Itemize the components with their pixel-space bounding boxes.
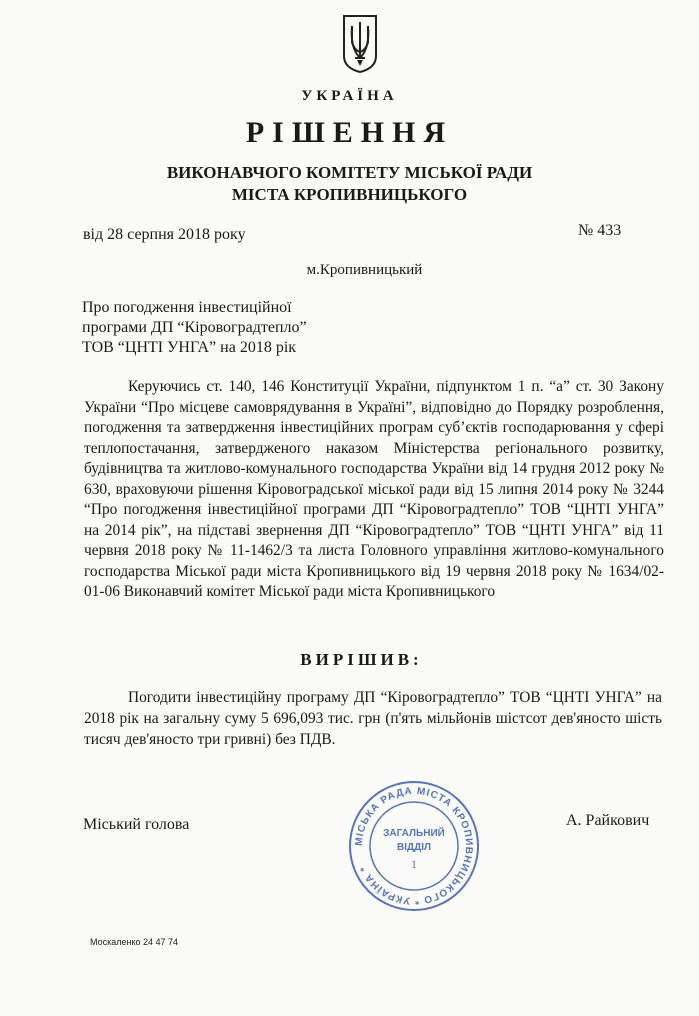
subject-line-2: програми ДП “Кіровоградтепло”: [82, 319, 307, 336]
official-stamp: [346, 778, 482, 914]
country-name: УКРАЇНА: [301, 88, 398, 104]
stamp-line-1: ЗАГАЛЬНИЙ: [383, 828, 445, 839]
document-number: № 433: [578, 222, 622, 239]
stamp-ring-text: МІСЬКА РАДА МІСТА КРОПИВНИЦЬКОГО * УКРАЇНА *: [353, 785, 475, 907]
subject-line-1: Про погодження інвестиційної: [82, 299, 292, 316]
document-subject: [82, 298, 402, 358]
issuer-block: [0, 162, 699, 206]
preamble-paragraph: Керуючись ст. 140, 146 Конституції України, підпунктом 1 п. “а” ст. 30 Закону України “Про місцеве самоврядування в Україні”, відповідно до Порядку розроблення, погодження та затвердження інвестиційних програм суб’єктів господарювання у сфері теплопостачання, затвердженого наказом Міністерства регіонального розвитку, будівництва та житлово-комунального господарства України від 14 грудня 2012 року № 630, враховуючи рішення Кіровоградської міської ради від 15 липня 2014 року № 3244 “Про погодження інвестиційної програми ДП “Кіровоградтепло” ТОВ “ЦНТІ УНГА” на 2014 рік”, на підставі звернення ДП “Кіровоградтепло” ТОВ “ЦНТІ УНГА” від 11 червня 2018 року № 11-1462/3 та листа Головного управління житлово-комунального господарства Міської ради міста Кропивницького від 19 червня 2018 року № 1634/02-01-06 Виконавчий комітет Міської ради міста Кропивницького: [84, 378, 664, 600]
subject-line-3: ТОВ “ЦНТІ УНГА” на 2018 рік: [82, 339, 297, 356]
issuer-line-1: ВИКОНАВЧОГО КОМІТЕТУ МІСЬКОЇ РАДИ: [166, 163, 533, 182]
signatory-position: Міський голова: [83, 816, 190, 833]
decided-heading: ВИРІШИВ:: [300, 650, 423, 669]
document-city: м.Кропивницький: [306, 262, 423, 278]
stamp-line-2: ВІДДІЛ: [396, 842, 432, 853]
document-date: від 28 серпня 2018 року: [83, 226, 246, 243]
document-title: РІШЕННЯ: [245, 116, 454, 149]
stamp-line-3: 1: [411, 857, 417, 871]
executor-note: Москаленко 24 47 74: [90, 937, 179, 947]
signatory-name: А. Райкович: [566, 812, 650, 829]
trident-emblem-icon: [340, 12, 380, 74]
issuer-line-2: МІСТА КРОПИВНИЦЬКОГО: [231, 185, 468, 204]
resolution-paragraph: Погодити інвестиційну програму ДП “Кіровоградтепло” ТОВ “ЦНТІ УНГА” на 2018 рік на загальну суму 5 696,093 тис. грн (п'ять мільйонів шістсот дев'яносто шість тисяч дев'яносто три гривні) без ПДВ.: [84, 689, 662, 748]
